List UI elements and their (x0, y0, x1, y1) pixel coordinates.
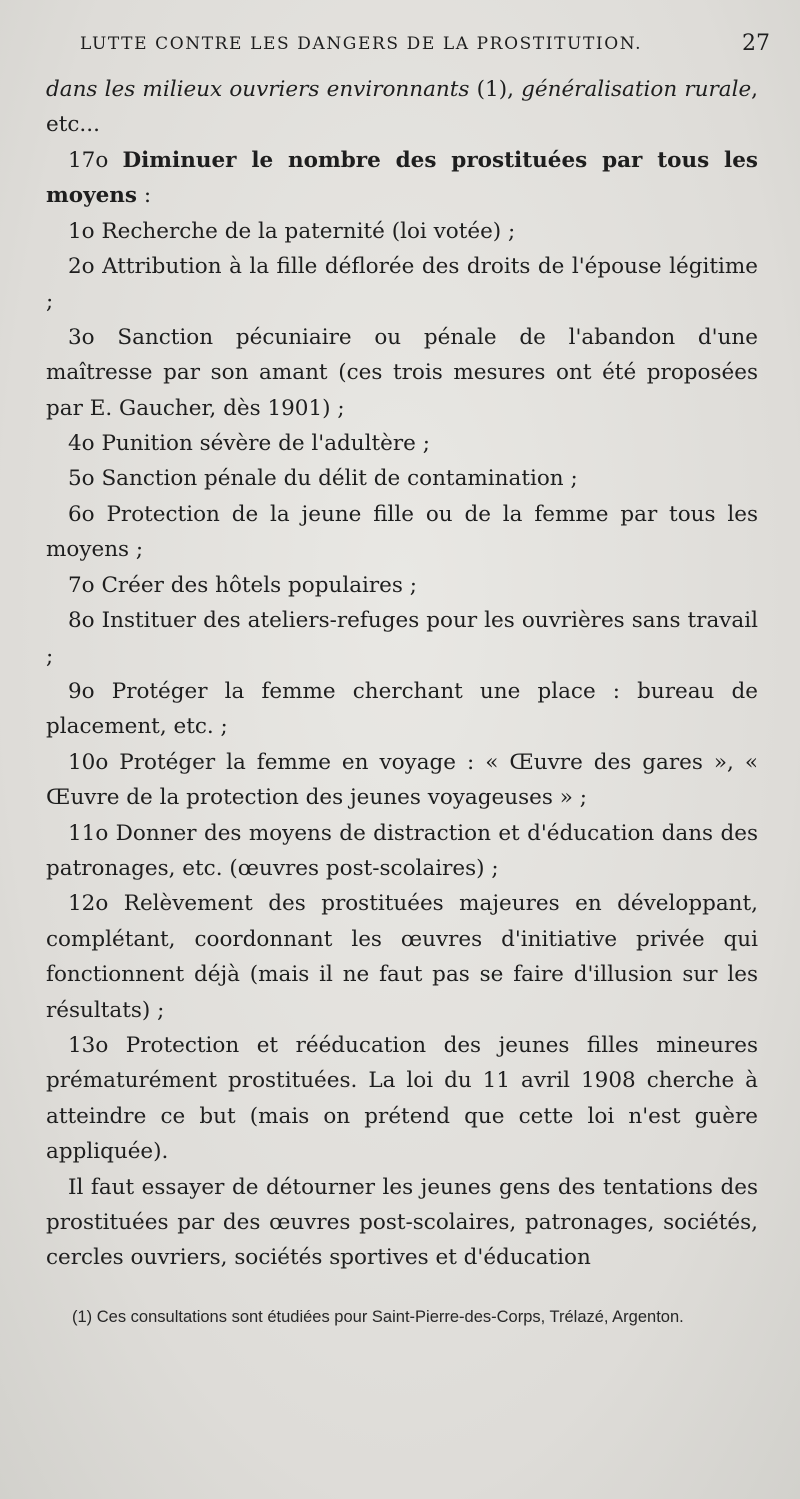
section-title: Diminuer le nombre des prostituées par tous les moyens (46, 147, 758, 209)
list-item-13: 13o Protection et rééducation des jeunes filles mineures prématurément prostituées. La loi du 11 avril 1908 cherche à atteindre ce but (mais on prétend que cette loi n'est guère appliquée). (46, 1032, 758, 1165)
closing-paragraph: Il faut essayer de détourner les jeunes gens des tentations des prostituées par des œuvres post-scolaires, patronages, sociétés, cercles ouvriers, sociétés sportives et d'éducation (46, 1174, 758, 1271)
list-item-3: 3o Sanction pécuniaire ou pénale de l'abandon d'une maîtresse par son amant (ces trois mesures ont été proposées par E. Gaucher, dès 1901) ; (46, 324, 758, 421)
list-item-7: 7o Créer des hôtels populaires ; (68, 572, 417, 598)
italic-text: dans les milieux ouvriers environnants (46, 77, 470, 102)
running-head: LUTTE CONTRE LES DANGERS DE LA PROSTITUTION. (80, 34, 643, 54)
list-item-5: 5o Sanction pénale du délit de contamination ; (68, 466, 578, 492)
footnote-1: (1) Ces consultations sont étudiées pour Saint-Pierre-des-Corps, Trélazé, Argenton. (72, 1308, 684, 1326)
section-heading-17 (46, 143, 758, 214)
text: , etc... (46, 77, 759, 138)
paragraph-continuation (46, 72, 758, 143)
list-item-10: 10o Protéger la femme en voyage : « Œuvre des gares », « Œuvre de la protection des jeunes voyageuses » ; (46, 749, 758, 811)
list-item-6: 6o Protection de la jeune fille ou de la femme par tous les moyens ; (46, 501, 758, 563)
list-item-2: 2o Attribution à la fille déflorée des droits de l'épouse légitime ; (46, 254, 758, 315)
list-item-8: 8o Instituer des ateliers-refuges pour les ouvrières sans travail ; (46, 608, 758, 669)
italic-text: généralisation rurale (521, 77, 752, 102)
page-number: 27 (742, 31, 770, 56)
footnote-ref: (1), (469, 77, 522, 102)
text: : (137, 183, 152, 209)
list-item-9: 9o Protéger la femme cherchant une place : bureau de placement, etc. ; (46, 678, 758, 740)
list-item-4: 4o Punition sévère de l'adultère ; (68, 431, 430, 457)
list-item-12: 12o Relèvement des prostituées majeures en développant, complétant, coordonnant les œuvres d'initiative privée qui fonctionnent déjà (mais il ne faut pas se faire d'illusion sur les résultats) ; (46, 891, 758, 1023)
page-header (80, 31, 770, 64)
body-text (46, 72, 758, 1276)
section-number: 17o (68, 147, 123, 173)
footnotes (50, 1306, 758, 1329)
list-item-1: 1o Recherche de la paternité (loi votée) ; (68, 218, 516, 244)
list-item-11: 11o Donner des moyens de distraction et d'éducation dans des patronages, etc. (œuvres post-scolaires) ; (46, 820, 758, 881)
